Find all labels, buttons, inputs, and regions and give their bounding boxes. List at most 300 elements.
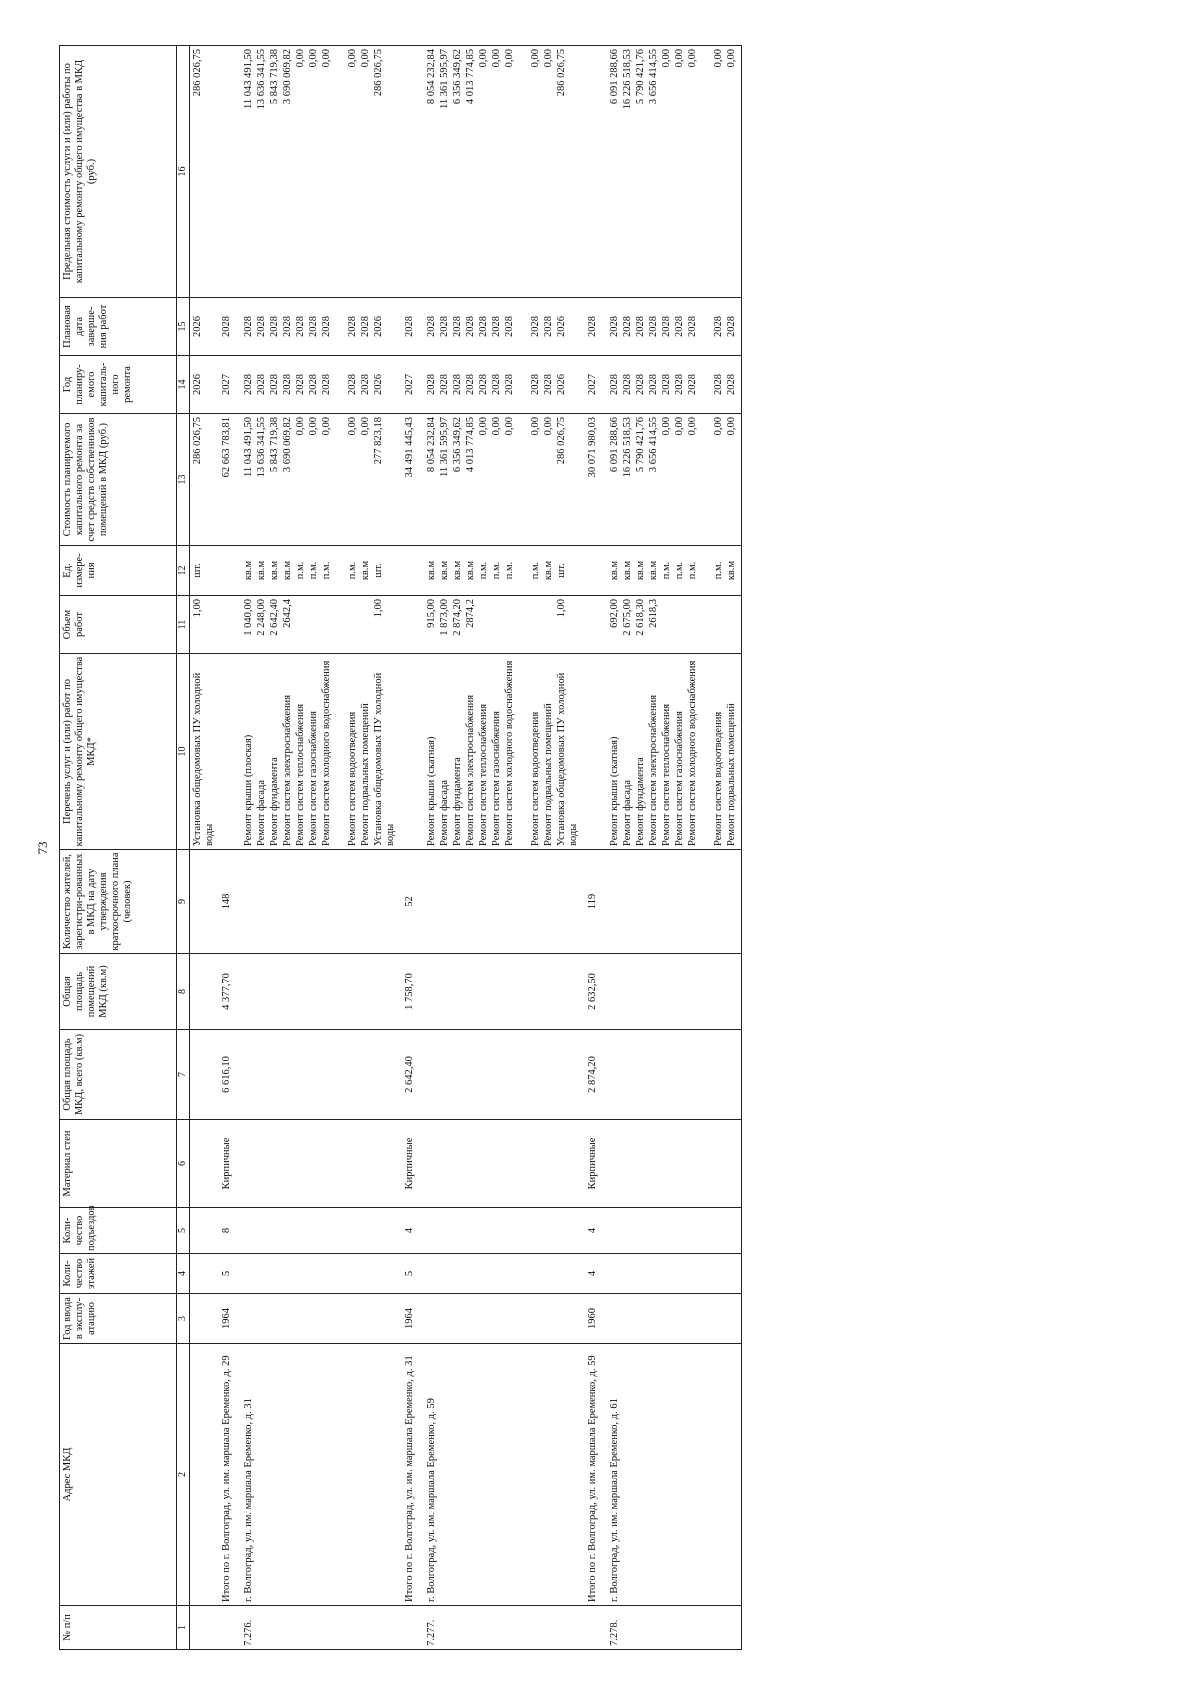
- work-work: Ремонт крыши (скатная): [426, 736, 437, 846]
- work-cost: 0,00: [347, 417, 358, 436]
- cell-col-4: [424, 1254, 584, 1294]
- work-date: 2028: [295, 316, 306, 337]
- header-cell-13: Стоимость планируемого капитального ремонта за счет средств собственников помещений в МКД (руб.): [60, 414, 177, 546]
- work-volume: 2642,4: [282, 599, 293, 628]
- cell-col-16: [607, 46, 742, 298]
- work-work: Ремонт систем теплоснабжения: [661, 703, 672, 846]
- work-volume: [491, 599, 504, 650]
- work-unit: шт.: [556, 563, 567, 578]
- column-number-16: 16: [177, 46, 190, 298]
- cell-col-2: г. Волгоград, ул. им. маршала Еременко, д. 31: [241, 1344, 401, 1606]
- cell-col-2: г. Волгоград, ул. им. маршала Еременко, д. 61: [607, 1344, 742, 1606]
- cell-col-3: [190, 1294, 219, 1344]
- cell-col-2: [190, 1344, 219, 1606]
- cell-col-12: [584, 546, 607, 596]
- work-volume: 692,00: [609, 599, 620, 628]
- work-unit: кв.м: [622, 560, 633, 581]
- work-unit: п.м.: [321, 561, 332, 580]
- cell-col-14: 2027: [218, 356, 241, 414]
- work-year: 2028: [269, 374, 280, 395]
- header-cell-9: Количество жителей, зарегистри-рованных в МКД на дату утверждения краткосрочного плана (человек): [60, 850, 177, 954]
- work-date: 2028: [543, 316, 554, 337]
- cell-col-12: [218, 546, 241, 596]
- header-cell-15: Плановая дата заверше-ния работ: [60, 298, 177, 356]
- cell-col-9: 148: [218, 850, 241, 954]
- column-number-12: 12: [177, 546, 190, 596]
- work-date: 2028: [308, 316, 319, 337]
- cell-col-15: 2028: [401, 298, 424, 356]
- work-year: 2028: [491, 374, 502, 395]
- cell-col-5: 4: [401, 1208, 424, 1254]
- work-work: Ремонт подвальных помещений: [543, 703, 554, 846]
- work-date: 2028: [635, 316, 646, 337]
- work-work: Ремонт систем электроснабжения: [465, 694, 476, 846]
- cell-col-10: [584, 654, 607, 850]
- work-limit: 0,00: [478, 49, 489, 68]
- work-volume: 2618,3: [648, 599, 659, 628]
- header-cell-5: Коли-чество подъездов: [60, 1208, 177, 1254]
- house-row: [607, 46, 742, 1650]
- house-row: [424, 46, 584, 1650]
- work-year: 2028: [713, 374, 724, 395]
- cell-col-9: [190, 850, 219, 954]
- work-volume: [687, 599, 713, 650]
- work-work: Ремонт систем холодного водоснабжения: [687, 660, 698, 846]
- work-cost: 0,00: [530, 417, 541, 436]
- work-unit: шт.: [373, 563, 384, 578]
- work-volume: 2874,2: [465, 599, 476, 628]
- cell-col-11: [584, 596, 607, 654]
- work-cost: 3 690 069,82: [282, 417, 293, 473]
- work-unit: кв.м: [648, 560, 659, 581]
- work-unit: п.м.: [713, 561, 724, 580]
- work-work: Ремонт крыши (плоская): [243, 734, 254, 846]
- cell-col-5: [424, 1208, 584, 1254]
- work-limit: 16 226 518,53: [622, 49, 633, 110]
- header-cell-12: Ед. измере-ния: [60, 546, 177, 596]
- work-year: 2028: [609, 374, 620, 395]
- work-year: 2028: [295, 374, 306, 395]
- header-cell-16: Предельная стоимость услуги и (или) работы по капитальному ремонту общего имущества в МКД (руб.): [60, 46, 177, 298]
- cell-col-11: 1,00: [190, 596, 219, 654]
- column-number-3: 3: [177, 1294, 190, 1344]
- work-volume: [661, 599, 674, 650]
- work-limit: 0,00: [360, 49, 371, 68]
- work-limit: 3 656 414,55: [648, 49, 659, 105]
- work-work: Ремонт систем холодного водоснабжения: [504, 660, 515, 846]
- work-volume: 2 874,20: [452, 599, 463, 636]
- work-unit: п.м.: [308, 561, 319, 580]
- work-cost: 0,00: [543, 417, 554, 436]
- cell-col-4: 4: [584, 1254, 607, 1294]
- cell-col-8: [424, 954, 584, 1030]
- work-volume: 1 040,00: [243, 599, 254, 636]
- cell-col-1: 7.277.: [424, 1606, 584, 1650]
- cell-col-14: [607, 356, 742, 414]
- cell-col-13: 34 491 445,43: [401, 414, 424, 546]
- work-limit: 0,00: [491, 49, 502, 68]
- cell-col-8: [190, 954, 219, 1030]
- column-number-6: 6: [177, 1120, 190, 1208]
- work-limit: 11 043 491,50: [243, 49, 254, 109]
- work-year: 2028: [465, 374, 476, 395]
- work-cost: 6 356 349,62: [452, 417, 463, 473]
- cell-col-8: [241, 954, 401, 1030]
- work-work: Ремонт фасада: [439, 779, 450, 846]
- work-work: Ремонт систем водоотведения: [347, 711, 358, 846]
- cell-col-14: 2027: [584, 356, 607, 414]
- rotated-page: [35, 38, 1165, 1658]
- work-date: 2028: [687, 316, 698, 337]
- work-limit: 0,00: [347, 49, 358, 68]
- work-date: 2028: [465, 316, 476, 337]
- cell-col-12: [424, 546, 584, 596]
- work-volume: [360, 599, 373, 650]
- cell-col-15: [424, 298, 584, 356]
- work-date: 2028: [347, 316, 358, 337]
- cell-col-10: [241, 654, 401, 850]
- work-work: Установка общедомовых ПУ холодной воды: [556, 672, 579, 846]
- work-cost: 0,00: [478, 417, 489, 436]
- work-unit: п.м.: [530, 561, 541, 580]
- work-year: 2028: [360, 374, 371, 395]
- work-work: Ремонт фасада: [256, 779, 267, 846]
- work-year: 2028: [635, 374, 646, 395]
- page-number: 73: [35, 841, 50, 855]
- work-cost: 3 656 414,55: [648, 417, 659, 473]
- work-work: Ремонт крыши (скатная): [609, 736, 620, 846]
- work-cost: 6 091 288,66: [609, 417, 620, 473]
- work-volume: 2 675,00: [622, 599, 633, 636]
- work-unit: п.м.: [504, 561, 515, 580]
- work-unit: кв.м: [282, 560, 293, 581]
- cell-col-13: 30 071 980,03: [584, 414, 607, 546]
- work-year: 2028: [347, 374, 358, 395]
- work-unit: кв.м: [452, 560, 463, 581]
- cell-col-11: [241, 596, 401, 654]
- cell-col-10: [401, 654, 424, 850]
- work-year: 2028: [504, 374, 515, 395]
- work-unit: п.м.: [478, 561, 489, 580]
- work-volume: [308, 599, 321, 650]
- work-work: Ремонт фундамента: [452, 757, 463, 846]
- header-cell-4: Коли-чество этажей: [60, 1254, 177, 1294]
- header-cell-11: Объем работ: [60, 596, 177, 654]
- work-limit: 5 843 719,38: [269, 49, 280, 105]
- work-volume: [726, 599, 739, 650]
- work-date: 2028: [439, 316, 450, 337]
- cell-col-4: [190, 1254, 219, 1294]
- cell-col-2: г. Волгоград, ул. им. маршала Еременко, д. 59: [424, 1344, 584, 1606]
- work-cost: 0,00: [360, 417, 371, 436]
- work-date: 2026: [373, 316, 384, 337]
- work-work: Ремонт фундамента: [635, 757, 646, 846]
- work-volume: 2 642,40: [269, 599, 280, 636]
- work-cost: 4 013 774,85: [465, 417, 476, 473]
- cell-col-11: [424, 596, 584, 654]
- repair-plan-table: [59, 45, 742, 1650]
- work-unit: кв.м: [726, 560, 737, 581]
- cell-col-11: [607, 596, 742, 654]
- header-cell-7: Общая площадь МКД, всего (кв.м): [60, 1030, 177, 1120]
- work-unit: п.м.: [295, 561, 306, 580]
- column-number-5: 5: [177, 1208, 190, 1254]
- cell-col-10: [607, 654, 742, 850]
- work-volume: [674, 599, 687, 650]
- cell-col-15: [607, 298, 742, 356]
- header-cell-10: Перечень услуг и (или) работ по капитальному ремонту общего имущества МКД*: [60, 654, 177, 850]
- work-volume: 2 248,00: [256, 599, 267, 636]
- work-year: 2026: [373, 374, 384, 395]
- work-date: 2028: [269, 316, 280, 337]
- header-cell-1: № п/п: [60, 1606, 177, 1650]
- work-limit: 0,00: [687, 49, 698, 68]
- cell-col-3: 1960: [584, 1294, 607, 1344]
- work-date: 2028: [713, 316, 724, 337]
- work-volume: 1 873,00: [439, 599, 450, 636]
- work-date: 2028: [282, 316, 293, 337]
- work-volume: 2 618,30: [635, 599, 646, 636]
- work-cost: 11 043 491,50: [243, 417, 254, 477]
- cell-col-7: [241, 1030, 401, 1120]
- work-limit: 13 636 341,55: [256, 49, 267, 110]
- cell-col-13: [241, 414, 401, 546]
- work-date: 2028: [321, 316, 332, 337]
- cell-col-8: 2 632,50: [584, 954, 607, 1030]
- cell-col-6: Кирпичные: [218, 1120, 241, 1208]
- work-cost: 5 843 719,38: [269, 417, 280, 473]
- work-cost: 0,00: [321, 417, 332, 436]
- work-cost: 13 636 341,55: [256, 417, 267, 478]
- work-year: 2028: [661, 374, 672, 395]
- column-number-2: 2: [177, 1344, 190, 1606]
- work-unit: кв.м: [635, 560, 646, 581]
- work-year: 2028: [674, 374, 685, 395]
- cell-col-1: [218, 1606, 241, 1650]
- column-number-10: 10: [177, 654, 190, 850]
- work-limit: 0,00: [321, 49, 332, 68]
- cell-col-9: [241, 850, 401, 954]
- total-row: [584, 46, 607, 1650]
- work-year: 2028: [426, 374, 437, 395]
- work-unit: кв.м: [465, 560, 476, 581]
- cell-col-15: 2026: [190, 298, 219, 356]
- column-number-15: 15: [177, 298, 190, 356]
- work-limit: 6 356 349,62: [452, 49, 463, 105]
- work-work: Ремонт систем газоснабжения: [674, 711, 685, 846]
- cell-col-4: [241, 1254, 401, 1294]
- column-number-7: 7: [177, 1030, 190, 1120]
- work-limit: 0,00: [530, 49, 541, 68]
- work-volume: 915,00: [426, 599, 437, 628]
- cell-col-1: 7.276.: [241, 1606, 401, 1650]
- cell-col-14: 2026: [190, 356, 219, 414]
- work-work: Ремонт систем электроснабжения: [648, 694, 659, 846]
- work-cost: 16 226 518,53: [622, 417, 633, 478]
- column-number-9: 9: [177, 850, 190, 954]
- cell-col-16: [584, 46, 607, 298]
- work-volume: [530, 599, 543, 650]
- work-year: 2028: [478, 374, 489, 395]
- work-year: 2028: [308, 374, 319, 395]
- cell-col-7: [607, 1030, 742, 1120]
- cell-col-1: [401, 1606, 424, 1650]
- work-limit: 4 013 774,85: [465, 49, 476, 105]
- cell-col-15: [241, 298, 401, 356]
- work-cost: 0,00: [726, 417, 737, 436]
- total-row: [218, 46, 241, 1650]
- work-year: 2028: [726, 374, 737, 395]
- work-date: 2028: [426, 316, 437, 337]
- work-work: Ремонт систем теплоснабжения: [295, 703, 306, 846]
- work-date: 2028: [609, 316, 620, 337]
- cell-col-5: [241, 1208, 401, 1254]
- work-date: 2028: [256, 316, 267, 337]
- work-limit: 0,00: [295, 49, 306, 68]
- cell-col-16: [424, 46, 584, 298]
- cell-col-7: 2 642,40: [401, 1030, 424, 1120]
- work-year: 2028: [243, 374, 254, 395]
- work-limit: 11 361 595,97: [439, 49, 450, 109]
- total-row: [401, 46, 424, 1650]
- work-year: 2028: [256, 374, 267, 395]
- column-number-1: 1: [177, 1606, 190, 1650]
- table-row: [190, 46, 219, 1650]
- cell-col-5: 8: [218, 1208, 241, 1254]
- work-unit: кв.м: [269, 560, 280, 581]
- work-limit: 6 091 288,66: [609, 49, 620, 105]
- cell-col-6: [607, 1120, 742, 1208]
- work-limit: 5 790 421,76: [635, 49, 646, 105]
- work-volume: [504, 599, 530, 650]
- work-volume: [321, 599, 347, 650]
- house-row: [241, 46, 401, 1650]
- cell-col-9: [607, 850, 742, 954]
- cell-col-14: [241, 356, 401, 414]
- work-date: 2028: [491, 316, 502, 337]
- work-cost: 286 026,75: [556, 417, 567, 465]
- cell-col-12: шт.: [190, 546, 219, 596]
- cell-col-1: [190, 1606, 219, 1650]
- cell-col-7: 2 874,20: [584, 1030, 607, 1120]
- work-cost: 277 823,18: [373, 417, 384, 465]
- cell-col-16: [401, 46, 424, 298]
- work-date: 2028: [726, 316, 737, 337]
- cell-col-6: Кирпичные: [401, 1120, 424, 1208]
- work-unit: кв.м: [256, 560, 267, 581]
- work-year: 2028: [648, 374, 659, 395]
- cell-col-9: 52: [401, 850, 424, 954]
- column-number-row: [177, 46, 190, 1650]
- work-date: 2028: [243, 316, 254, 337]
- work-date: 2028: [648, 316, 659, 337]
- cell-col-12: [241, 546, 401, 596]
- work-year: 2028: [687, 374, 698, 395]
- work-volume: [347, 599, 360, 650]
- work-date: 2028: [478, 316, 489, 337]
- cell-col-6: [241, 1120, 401, 1208]
- work-work: Ремонт подвальных помещений: [360, 703, 371, 846]
- work-work: Ремонт систем электроснабжения: [282, 694, 293, 846]
- work-unit: кв.м: [439, 560, 450, 581]
- work-date: 2028: [452, 316, 463, 337]
- work-cost: 0,00: [674, 417, 685, 436]
- table-body: [190, 46, 742, 1650]
- cell-col-12: [401, 546, 424, 596]
- header-cell-14: Год планиру-емого капиталь-ного ремонта: [60, 356, 177, 414]
- work-limit: 0,00: [504, 49, 515, 68]
- work-date: 2028: [360, 316, 371, 337]
- work-work: Ремонт фундамента: [269, 757, 280, 846]
- cell-col-15: 2028: [218, 298, 241, 356]
- work-work: Ремонт фасада: [622, 779, 633, 846]
- work-volume: 1,00: [556, 599, 567, 618]
- cell-col-5: [190, 1208, 219, 1254]
- work-unit: кв.м: [543, 560, 554, 581]
- cell-col-5: [607, 1208, 742, 1254]
- work-date: 2028: [530, 316, 541, 337]
- work-unit: кв.м: [426, 560, 437, 581]
- work-year: 2028: [530, 374, 541, 395]
- work-limit: 8 054 232,84: [426, 49, 437, 105]
- cell-col-13: 62 663 783,81: [218, 414, 241, 546]
- work-date: 2028: [674, 316, 685, 337]
- cell-col-6: [190, 1120, 219, 1208]
- cell-col-13: [607, 414, 742, 546]
- work-work: Ремонт систем водоотведения: [713, 711, 724, 846]
- header-cell-6: Материал стен: [60, 1120, 177, 1208]
- work-limit: 286 026,75: [373, 49, 384, 97]
- work-unit: кв.м: [360, 560, 371, 581]
- cell-col-9: 119: [584, 850, 607, 954]
- cell-col-16: 286 026,75: [190, 46, 219, 298]
- cell-col-16: [241, 46, 401, 298]
- cell-col-16: [218, 46, 241, 298]
- work-cost: 0,00: [687, 417, 698, 436]
- work-limit: 0,00: [543, 49, 554, 68]
- work-work: Ремонт систем теплоснабжения: [478, 703, 489, 846]
- column-number-4: 4: [177, 1254, 190, 1294]
- work-limit: 0,00: [308, 49, 319, 68]
- work-limit: 3 690 069,82: [282, 49, 293, 105]
- cell-col-11: [218, 596, 241, 654]
- work-work: Установка общедомовых ПУ холодной воды: [373, 672, 396, 846]
- header-cell-8: Общая площадь помещений МКД (кв.м): [60, 954, 177, 1030]
- work-limit: 0,00: [674, 49, 685, 68]
- cell-col-9: [424, 850, 584, 954]
- cell-col-10: Установка общедомовых ПУ холодной воды: [190, 654, 219, 850]
- work-limit: 0,00: [726, 49, 737, 68]
- column-number-8: 8: [177, 954, 190, 1030]
- header-cell-3: Год ввода в эксплу-атацию: [60, 1294, 177, 1344]
- cell-col-1: [584, 1606, 607, 1650]
- work-work: Ремонт подвальных помещений: [726, 703, 737, 846]
- work-year: 2028: [439, 374, 450, 395]
- cell-col-6: [424, 1120, 584, 1208]
- cell-col-7: [424, 1030, 584, 1120]
- work-cost: 0,00: [504, 417, 515, 436]
- cell-col-3: [424, 1294, 584, 1344]
- cell-col-2: Итого по г. Волгоград, ул. им. маршала Еременко, д. 31: [401, 1344, 424, 1606]
- cell-col-5: 4: [584, 1208, 607, 1254]
- work-volume: 1,00: [373, 599, 384, 618]
- cell-col-8: [607, 954, 742, 1030]
- cell-col-3: 1964: [401, 1294, 424, 1344]
- cell-col-7: 6 616,10: [218, 1030, 241, 1120]
- work-unit: кв.м: [243, 560, 254, 581]
- cell-col-4: [607, 1254, 742, 1294]
- work-year: 2028: [452, 374, 463, 395]
